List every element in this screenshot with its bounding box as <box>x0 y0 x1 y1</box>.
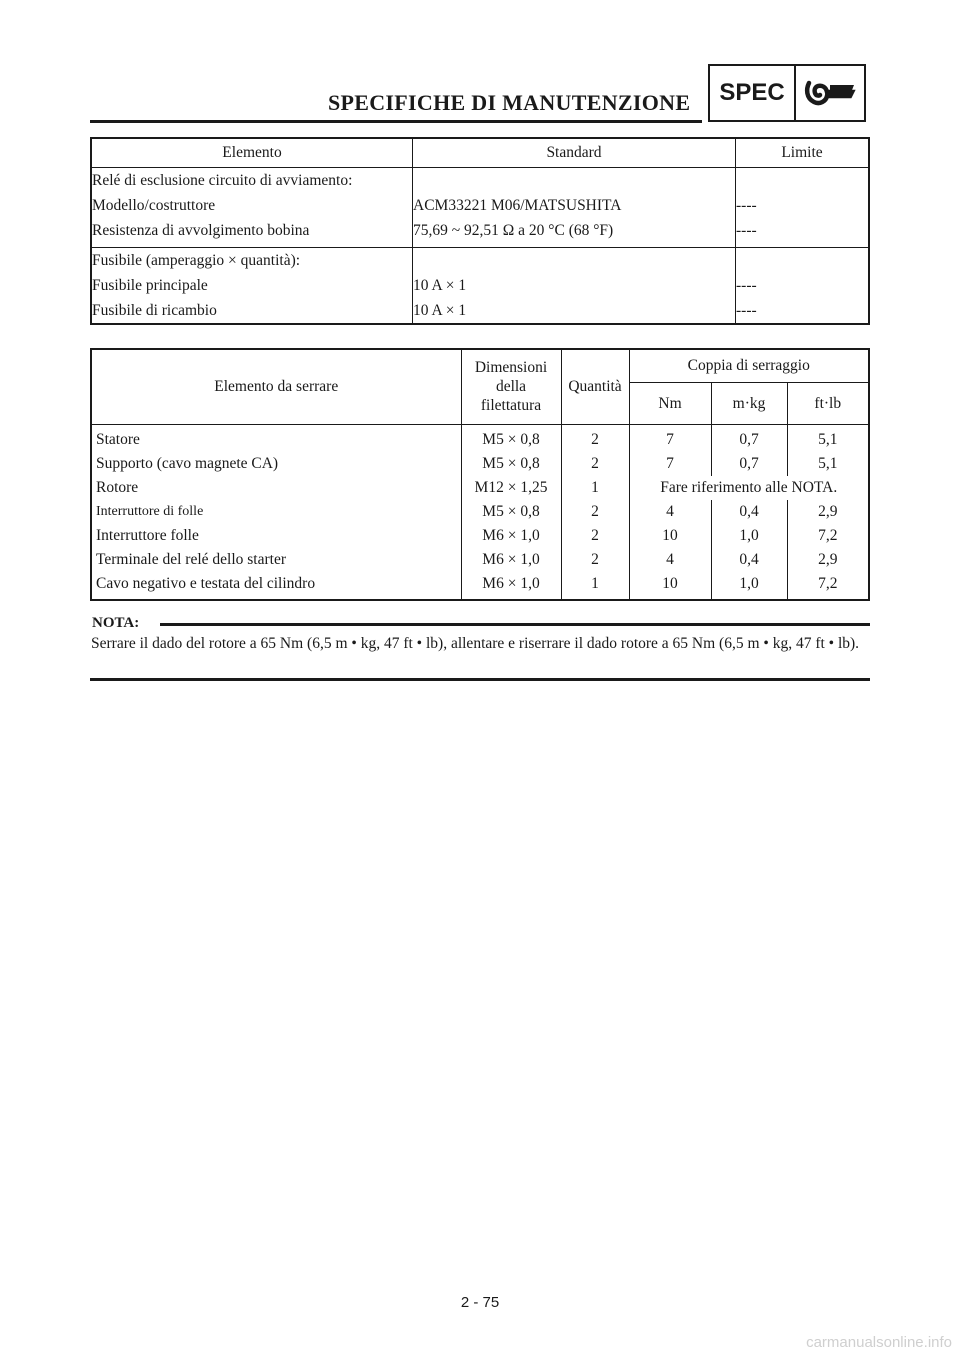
torque-ftlb: 5,1 <box>818 430 838 448</box>
note-text: Serrare il dado del rotore a 65 Nm (6,5 m • kg, 47 ft • lb), allentare e riserrare il dado rotore a 65 Nm (6,5 m • kg, 47 ft • lb). <box>91 635 860 652</box>
torque-nm: 4 <box>629 548 711 572</box>
note-heading: NOTA: <box>92 615 140 631</box>
table-row <box>91 548 869 572</box>
col-header-mkg: m·kg <box>711 382 787 424</box>
spec-cell: ---- <box>736 277 757 294</box>
item-name: Interruttore di folle <box>91 500 461 524</box>
table-row <box>91 193 869 218</box>
torque-ftlb: 2,9 <box>818 550 838 568</box>
torque-mkg: 1,0 <box>711 572 787 600</box>
group-title: Relé di esclusione circuito di avviamento: <box>91 168 413 194</box>
wrench-icon <box>796 66 864 120</box>
torque-nm: 7 <box>629 452 711 476</box>
group-row <box>91 168 869 194</box>
item-name: Cavo negativo e testata del cilindro <box>91 572 461 600</box>
thread-size: M6 × 1,0 <box>461 572 561 600</box>
torque-nm: 4 <box>629 500 711 524</box>
spec-badge-label: SPEC <box>710 66 796 120</box>
table-row <box>91 298 869 324</box>
page-title: SPECIFICHE DI MANUTENZIONE <box>328 90 691 115</box>
quantity: 2 <box>561 548 629 572</box>
table-row <box>91 524 869 548</box>
spec-cell: 10 A × 1 <box>413 298 736 324</box>
torque-ftlb: 5,1 <box>818 454 838 472</box>
spec-cell: 10 A × 1 <box>413 273 736 298</box>
col-header-limit: Limite <box>736 138 870 168</box>
spec-table <box>90 137 870 325</box>
torque-ftlb: 2,9 <box>818 502 838 520</box>
thread-size: M6 × 1,0 <box>461 548 561 572</box>
table-row <box>91 500 869 524</box>
quantity: 2 <box>561 452 629 476</box>
spec-cell: Resistenza di avvolgimento bobina <box>91 218 413 248</box>
col-header-standard: Standard <box>413 138 736 168</box>
spec-cell: Fusibile di ricambio <box>91 298 413 324</box>
col-header-item: Elemento da serrare <box>91 349 461 424</box>
spec-cell: Modello/costruttore <box>91 193 413 218</box>
quantity: 2 <box>561 524 629 548</box>
torque-mkg: 1,0 <box>711 524 787 548</box>
item-name: Rotore <box>91 476 461 500</box>
table-row <box>91 218 869 248</box>
thread-size: M12 × 1,25 <box>461 476 561 500</box>
torque-mkg: 0,4 <box>711 548 787 572</box>
col-header-ftlb: ft·lb <box>787 382 869 424</box>
table-row <box>91 572 869 600</box>
title-rule <box>90 120 702 123</box>
table-row <box>91 424 869 452</box>
torque-mkg: 0,4 <box>711 500 787 524</box>
torque-ftlb: 7,2 <box>818 574 838 592</box>
torque-nm: 10 <box>629 572 711 600</box>
quantity: 2 <box>561 500 629 524</box>
torque-mkg: 0,7 <box>711 424 787 452</box>
spec-cell: ---- <box>736 197 757 214</box>
item-name: Interruttore folle <box>91 524 461 548</box>
thread-size: M6 × 1,0 <box>461 524 561 548</box>
col-header-element: Elemento <box>91 138 413 168</box>
torque-mkg: 0,7 <box>711 452 787 476</box>
thread-size: M5 × 0,8 <box>461 452 561 476</box>
item-name: Terminale del relé dello starter <box>91 548 461 572</box>
group-row <box>91 248 869 274</box>
watermark: carmanualsonline.info <box>806 1334 952 1351</box>
torque-note-ref: Fare riferimento alle NOTA. <box>660 478 838 496</box>
col-header-thread: Dimensioni della filettatura <box>461 349 561 424</box>
col-header-quantity: Quantità <box>561 349 629 424</box>
spec-badge <box>708 64 866 122</box>
item-name: Supporto (cavo magnete CA) <box>91 452 461 476</box>
spec-cell: Fusibile principale <box>91 273 413 298</box>
quantity: 1 <box>561 572 629 600</box>
thread-size: M5 × 0,8 <box>461 424 561 452</box>
spec-cell: 75,69 ~ 92,51 Ω a 20 °C (68 °F) <box>413 218 736 248</box>
spec-cell: ---- <box>736 218 870 248</box>
torque-ftlb: 7,2 <box>818 526 838 544</box>
quantity: 2 <box>561 424 629 452</box>
item-name: Statore <box>91 424 461 452</box>
torque-nm: 7 <box>629 424 711 452</box>
col-header-nm: Nm <box>629 382 711 424</box>
torque-table <box>90 348 870 601</box>
page-number: 2 - 75 <box>460 1294 500 1311</box>
table-row <box>91 273 869 298</box>
table-row <box>91 452 869 476</box>
torque-nm: 10 <box>629 524 711 548</box>
col-header-torque: Coppia di serraggio <box>629 349 869 382</box>
thread-size: M5 × 0,8 <box>461 500 561 524</box>
spec-cell: ACM33221 M06/MATSUSHITA <box>413 193 736 218</box>
note-rule <box>160 623 870 626</box>
spec-cell: ---- <box>736 302 757 319</box>
quantity: 1 <box>561 476 629 500</box>
note-bottom-rule <box>90 678 870 681</box>
group-title: Fusibile (amperaggio × quantità): <box>91 248 413 274</box>
table-row <box>91 476 869 500</box>
